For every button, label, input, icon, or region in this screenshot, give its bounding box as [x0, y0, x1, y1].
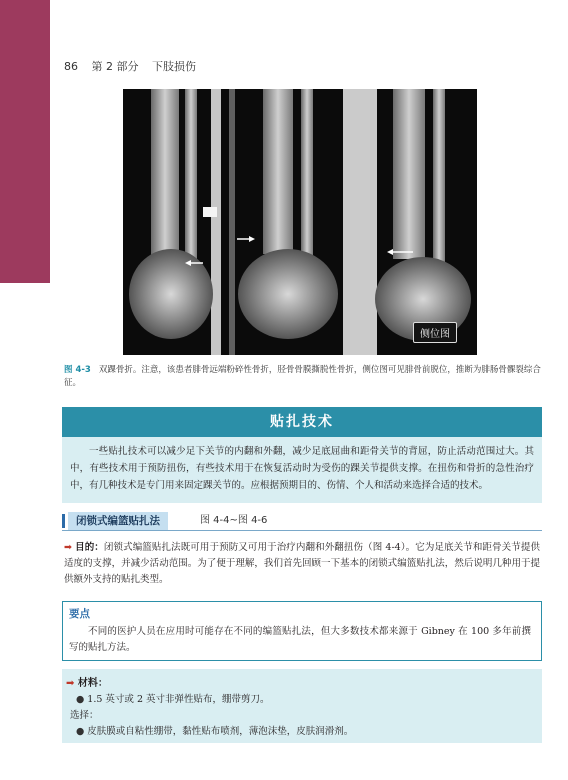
materials-item-1-text: 1.5 英寸或 2 英寸非弹性贴布，绷带剪刀。	[87, 694, 270, 705]
xray-figure	[123, 89, 477, 355]
bullet-icon: ●	[76, 726, 85, 737]
purpose-lead: 目的：	[75, 542, 104, 553]
materials-box	[62, 669, 542, 743]
materials-item-2-text: 皮肤膜或自粘性绷带，黏性贴布喷剂，薄泡沫垫，皮肤润滑剂。	[87, 726, 354, 737]
subsection-title: 闭锁式编篮贴扎法	[68, 512, 168, 530]
section-title: 贴扎技术	[62, 407, 542, 437]
materials-optional-label: 选择：	[70, 710, 99, 721]
purpose-text: 闭锁式编篮贴扎法既可用于预防又可用于治疗内翻和外翻扭伤（图 4-4）。它为足底关节和距骨关节提供适度的支撑，并减少活动范围。为了便于理解，我们首先回顾一下基本的闭锁式编篮贴扎法，然后说明几种用于提供额外支持的贴扎类型。	[64, 542, 540, 585]
heading-accent-bar	[62, 514, 65, 528]
arrow-right-icon: ➡	[66, 678, 75, 689]
figure-caption-text: 双踝骨折。注意，该患者腓骨远端粉碎性骨折，胫骨骨膜撕脱性骨折，侧位图可见腓骨前脱位，推断为腓肠骨髁裂综合征。	[64, 365, 541, 388]
figure-caption-number: 图 4-3	[64, 365, 91, 375]
materials-item-1	[76, 691, 270, 705]
page-number: 86	[64, 60, 78, 73]
bullet-icon: ●	[76, 694, 85, 705]
materials-title: 材料：	[77, 678, 108, 689]
arrow-right-icon: ➡	[64, 542, 72, 553]
subsection-heading	[62, 512, 542, 531]
materials-item-2	[76, 723, 353, 737]
figure-caption	[64, 364, 554, 390]
key-points-title: 要点	[69, 608, 90, 620]
purpose-paragraph	[64, 540, 540, 588]
key-points-box	[62, 601, 542, 661]
materials-heading	[66, 674, 108, 689]
chapter-label: 下肢损伤	[152, 60, 196, 73]
lateral-view-label: 侧位图	[413, 322, 457, 343]
section-intro-text: 一些贴扎技术可以减少足下关节的内翻和外翻，减少足底屈曲和距骨关节的背屈，防止活动范围过大。其中，有些技术用于预防扭伤，有些技术用于在恢复活动时为受伤的踝关节提供支撑。在扭伤和骨折的急性治疗中，有几种技术是专门用来固定踝关节的。应根据预期目的、伤情、个人和活动来选择合适的技术。	[70, 446, 534, 491]
part-label: 第 2 部分	[91, 60, 139, 73]
xray-image	[123, 89, 477, 355]
key-points-text: 不同的医护人员在应用时可能存在不同的编篮贴扎法，但大多数技术都来源于 Gibney 在 100 多年前撰写的贴扎方法。	[69, 626, 531, 653]
section-intro-box	[62, 437, 542, 503]
subsection-figure-ref: 图 4-4~图 4-6	[200, 515, 268, 526]
chapter-side-tab	[0, 0, 50, 283]
running-header	[64, 58, 206, 74]
